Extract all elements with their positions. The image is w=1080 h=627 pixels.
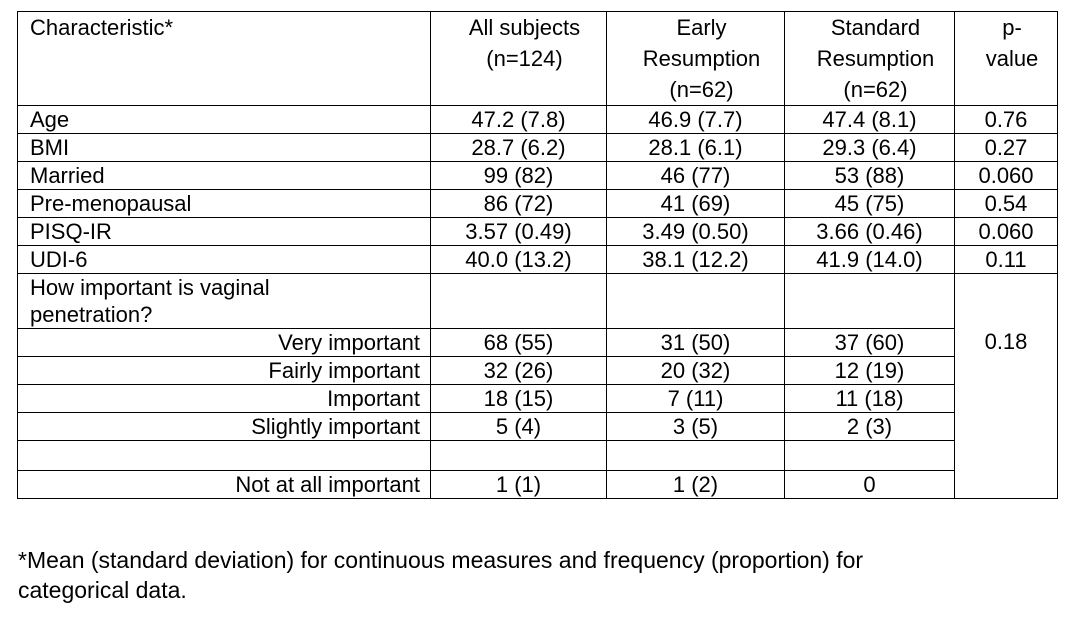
cell-early: 41 (69): [607, 190, 785, 218]
cell-all-subjects: 28.7 (6.2): [431, 134, 607, 162]
table-row-bmi: [18, 134, 1058, 162]
header-all-subjects-line2: (n=124): [486, 46, 563, 71]
cell-standard: 2 (3): [785, 413, 955, 441]
table-row-married: [18, 162, 1058, 190]
baseline-characteristics-table: [17, 11, 1058, 499]
question-label: [18, 274, 431, 329]
cell-standard: 29.3 (6.4): [785, 134, 955, 162]
header-characteristic: Characteristic*: [18, 12, 431, 106]
cell-all-subjects: 3.57 (0.49): [431, 218, 607, 246]
footnote-line2: categorical data.: [18, 577, 187, 603]
cell-p-value: 0.060: [955, 162, 1058, 190]
cell-early: 38.1 (12.2): [607, 246, 785, 274]
cell-empty: [18, 441, 431, 471]
cell-all-subjects: 86 (72): [431, 190, 607, 218]
cell-p-value: 0.54: [955, 190, 1058, 218]
cell-empty: [431, 441, 607, 471]
header-p-line1: p-: [1002, 15, 1022, 40]
cell-all-subjects: 99 (82): [431, 162, 607, 190]
option-label: Important: [18, 385, 431, 413]
table-row-fairly-important: [18, 357, 1058, 385]
cell-standard: 3.66 (0.46): [785, 218, 955, 246]
header-p-value: [955, 12, 1058, 106]
cell-all-subjects: 1 (1): [431, 471, 607, 499]
row-label: Pre-menopausal: [18, 190, 431, 218]
cell-all-subjects: 5 (4): [431, 413, 607, 441]
cell-all-subjects: 32 (26): [431, 357, 607, 385]
cell-early: 28.1 (6.1): [607, 134, 785, 162]
cell-early: 3 (5): [607, 413, 785, 441]
cell-standard: 41.9 (14.0): [785, 246, 955, 274]
cell-p-value: 0.27: [955, 134, 1058, 162]
table-row-blank: [18, 441, 1058, 471]
header-p-line2: value: [985, 46, 1039, 71]
cell-standard: 11 (18): [785, 385, 955, 413]
table-header-row: [18, 12, 1058, 106]
cell-standard: 45 (75): [785, 190, 955, 218]
table-row-age: [18, 106, 1058, 134]
header-early-line2: Resumption: [642, 46, 761, 71]
cell-empty: [431, 274, 607, 329]
header-standard-line1: Standard: [830, 15, 921, 40]
option-label: Fairly important: [18, 357, 431, 385]
question-label-line1: How important is vaginal: [30, 275, 270, 300]
option-label: Very important: [18, 329, 431, 357]
cell-standard: 12 (19): [785, 357, 955, 385]
header-standard-line2: Resumption: [816, 46, 935, 71]
cell-standard: 47.4 (8.1): [785, 106, 955, 134]
cell-early: 7 (11): [607, 385, 785, 413]
table-row-very-important: [18, 329, 1058, 357]
cell-early: 46.9 (7.7): [607, 106, 785, 134]
cell-empty: [607, 441, 785, 471]
question-p-value: 0.18: [955, 274, 1058, 499]
row-label: Married: [18, 162, 431, 190]
cell-early: 46 (77): [607, 162, 785, 190]
cell-all-subjects: 40.0 (13.2): [431, 246, 607, 274]
cell-early: 3.49 (0.50): [607, 218, 785, 246]
table-row-udi-6: [18, 246, 1058, 274]
table-row-important: [18, 385, 1058, 413]
cell-empty: [785, 274, 955, 329]
header-all-subjects: [431, 12, 607, 106]
footnote-line1: *Mean (standard deviation) for continuous measures and frequency (proportion) for: [18, 547, 864, 573]
row-label: Age: [18, 106, 431, 134]
table-footnote: [18, 545, 1058, 605]
cell-all-subjects: 68 (55): [431, 329, 607, 357]
table-row-slightly-important: [18, 413, 1058, 441]
question-label-line2: penetration?: [30, 302, 153, 327]
header-early-line1: Early: [676, 15, 727, 40]
cell-early: 20 (32): [607, 357, 785, 385]
header-standard-resumption: [785, 12, 955, 106]
table-row-not-at-all-important: [18, 471, 1058, 499]
cell-p-value: 0.060: [955, 218, 1058, 246]
row-label: BMI: [18, 134, 431, 162]
header-standard-line3: (n=62): [843, 77, 908, 102]
cell-all-subjects: 47.2 (7.8): [431, 106, 607, 134]
option-label: Not at all important: [18, 471, 431, 499]
header-early-resumption: [607, 12, 785, 106]
cell-early: 31 (50): [607, 329, 785, 357]
cell-p-value: 0.76: [955, 106, 1058, 134]
option-label: Slightly important: [18, 413, 431, 441]
cell-p-value: 0.11: [955, 246, 1058, 274]
cell-empty: [785, 441, 955, 471]
row-label: UDI-6: [18, 246, 431, 274]
table-row-pisq-ir: [18, 218, 1058, 246]
cell-standard: 0: [785, 471, 955, 499]
cell-early: 1 (2): [607, 471, 785, 499]
cell-empty: [607, 274, 785, 329]
cell-standard: 37 (60): [785, 329, 955, 357]
table-row-pre-menopausal: [18, 190, 1058, 218]
cell-all-subjects: 18 (15): [431, 385, 607, 413]
header-all-subjects-line1: All subjects: [468, 15, 581, 40]
row-label: PISQ-IR: [18, 218, 431, 246]
header-early-line3: (n=62): [669, 77, 734, 102]
table-row-question: [18, 274, 1058, 329]
cell-standard: 53 (88): [785, 162, 955, 190]
